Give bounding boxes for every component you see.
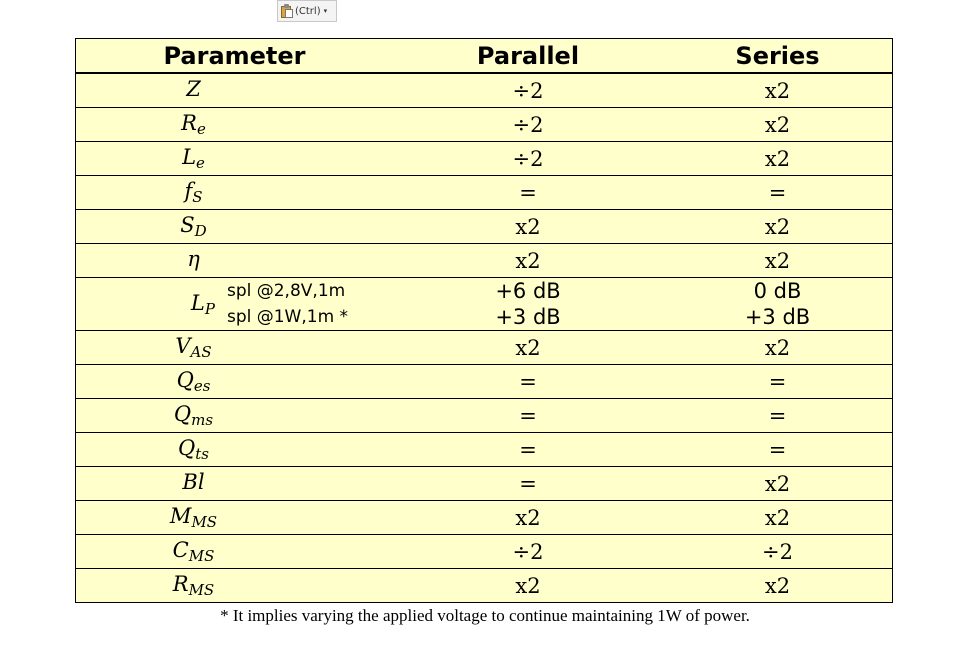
- lp-note-1: spl @2,8V,1m: [226, 281, 346, 301]
- table-body-lower: [76, 331, 893, 603]
- parameter-subscript: D: [194, 222, 207, 240]
- parameter-symbol: Z: [186, 77, 201, 101]
- parameters-table: [75, 38, 893, 603]
- series-cell: x2: [663, 142, 893, 176]
- parameter-cell: [76, 399, 394, 433]
- series-cell: x2: [663, 331, 893, 365]
- parallel-cell: x2: [393, 244, 663, 278]
- series-cell: x2: [663, 108, 893, 142]
- parameter-symbol: S: [180, 213, 195, 237]
- series-cell: x2: [663, 467, 893, 501]
- parameter-cell: [76, 244, 394, 278]
- parameter-subscript: MS: [188, 547, 215, 565]
- parameter-subscript: ts: [195, 445, 209, 463]
- header-parameter: Parameter: [76, 39, 394, 74]
- parallel-cell: ÷2: [393, 73, 663, 108]
- table-row: [76, 331, 893, 365]
- parallel-cell: x2: [393, 210, 663, 244]
- parameter-cell: [76, 142, 394, 176]
- series-cell: x2: [663, 210, 893, 244]
- series-cell: =: [663, 399, 893, 433]
- chevron-down-icon: ▾: [323, 7, 328, 15]
- table-row: [76, 365, 893, 399]
- table-body-upper: [76, 73, 893, 278]
- parameter-symbol: V: [175, 334, 191, 358]
- parallel-cell: x2: [393, 331, 663, 365]
- parameter-subscript: e: [196, 120, 206, 138]
- parameter-subscript: es: [193, 377, 211, 395]
- table-row: [76, 569, 893, 603]
- parameter-cell: [76, 210, 394, 244]
- header-parallel: Parallel: [393, 39, 663, 74]
- parameter-symbol: f: [184, 179, 193, 203]
- parameter-cell: [76, 73, 394, 108]
- parameter-cell: [76, 176, 394, 210]
- table-body-lp: [76, 278, 893, 331]
- parameter-cell: [76, 365, 394, 399]
- table-row: [76, 244, 893, 278]
- parallel-cell: =: [393, 433, 663, 467]
- series-cell: x2: [663, 501, 893, 535]
- series-cell: =: [663, 365, 893, 399]
- series-cell: ÷2: [663, 535, 893, 569]
- parallel-cell: x2: [393, 501, 663, 535]
- parameter-symbol: Q: [176, 368, 194, 392]
- parallel-cell: ÷2: [393, 535, 663, 569]
- lp-parallel-1: +6 dB: [495, 279, 561, 303]
- lp-series-1: 0 dB: [753, 279, 802, 303]
- parameter-symbol: C: [172, 538, 189, 562]
- parameter-cell: [76, 108, 394, 142]
- parameter-symbol: L: [182, 145, 197, 169]
- table-row: [76, 433, 893, 467]
- parameter-cell: [76, 467, 394, 501]
- parameter-subscript: S: [192, 188, 203, 206]
- parallel-cell: x2: [393, 569, 663, 603]
- series-cell: [663, 278, 893, 331]
- parameter-symbol: Q: [178, 436, 196, 460]
- parallel-cell: =: [393, 399, 663, 433]
- parameter-symbol: R: [181, 111, 197, 135]
- lp-notes: [227, 278, 348, 330]
- table-row: [76, 108, 893, 142]
- parameter-symbol: η: [187, 247, 200, 271]
- parallel-cell: =: [393, 365, 663, 399]
- series-cell: =: [663, 176, 893, 210]
- parameter-symbol: Q: [173, 402, 192, 426]
- lp-note-2: spl @1W,1m *: [226, 307, 349, 327]
- parameter-cell: [76, 433, 394, 467]
- table-row-lp: [76, 278, 893, 331]
- table-header-row: [76, 39, 893, 74]
- parameter-cell: [76, 331, 394, 365]
- parameter-symbol: M: [169, 504, 192, 528]
- table-row: [76, 176, 893, 210]
- footnote: * It implies varying the applied voltage to continue maintaining 1W of power.: [220, 606, 750, 625]
- table-row: [76, 399, 893, 433]
- series-cell: x2: [663, 244, 893, 278]
- table-row: [76, 142, 893, 176]
- parallel-cell: ÷2: [393, 142, 663, 176]
- parameter-cell: [76, 569, 394, 603]
- parameter-symbol: $L_P$: [190, 290, 215, 318]
- table-row: [76, 535, 893, 569]
- series-cell: =: [663, 433, 893, 467]
- table-row: [76, 73, 893, 108]
- lp-parallel-2: +3 dB: [495, 305, 561, 329]
- table-row: [76, 467, 893, 501]
- parameter-cell: [76, 278, 394, 331]
- parallel-cell: =: [393, 176, 663, 210]
- parameter-subscript: MS: [188, 581, 215, 599]
- parameter-subscript: AS: [190, 343, 212, 361]
- parallel-cell: [393, 278, 663, 331]
- parameter-symbol: Bl: [182, 470, 205, 494]
- series-cell: x2: [663, 73, 893, 108]
- parallel-cell: ÷2: [393, 108, 663, 142]
- paste-options-button[interactable]: [277, 0, 337, 22]
- parameter-cell: [76, 535, 394, 569]
- parameter-cell: [76, 501, 394, 535]
- paste-options-label: (Ctrl): [295, 5, 321, 17]
- parallel-cell: =: [393, 467, 663, 501]
- header-series: Series: [663, 39, 893, 74]
- parameter-subscript: ms: [191, 411, 214, 429]
- table-row: [76, 501, 893, 535]
- parameter-symbol: R: [172, 572, 189, 596]
- lp-series-2: +3 dB: [744, 305, 811, 329]
- table-row: [76, 210, 893, 244]
- series-cell: x2: [663, 569, 893, 603]
- parameter-subscript: e: [196, 154, 205, 172]
- parameter-subscript: MS: [191, 513, 218, 531]
- clipboard-icon: [281, 4, 293, 18]
